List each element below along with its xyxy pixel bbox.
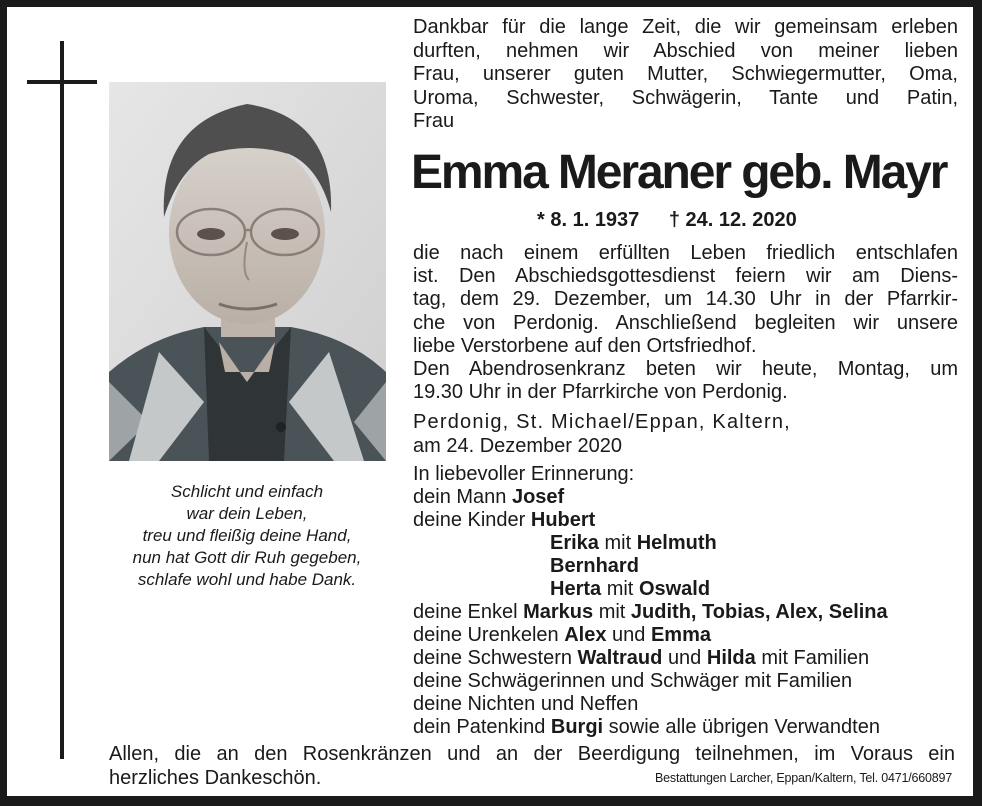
connector: und <box>667 647 702 669</box>
mourner-name: Waltraud <box>577 647 663 669</box>
mourner-name: Hubert <box>530 509 596 531</box>
thanks-line: Allen, die an den Rosenkränzen und an der Beerdigung teilnehmen, im Voraus ein <box>109 743 955 765</box>
poem-line: nun hat Gott dir Ruh gegeben, <box>132 548 362 567</box>
mourner-name: Josef <box>511 486 565 508</box>
portrait-photo <box>109 82 386 461</box>
date-line: am 24. Dezember 2020 <box>413 435 623 457</box>
connector: und <box>612 624 646 646</box>
life-dates <box>537 209 797 232</box>
mourner-name: Hilda <box>706 647 756 669</box>
service-line: die nach einem erfüllten Leben friedlich entschlafen <box>413 242 958 264</box>
memorial-poem <box>82 481 412 591</box>
place-date <box>413 410 958 458</box>
connector: mit <box>604 532 632 554</box>
mourner-husband <box>413 486 958 509</box>
cross-icon-horizontal <box>27 80 97 84</box>
cross-icon-vertical <box>60 41 64 759</box>
relation-label: dein Mann <box>413 486 507 508</box>
intro-line: Frau <box>413 110 455 132</box>
relation-label: dein Patenkind <box>413 716 546 738</box>
mourner-name: Oswald <box>638 578 711 600</box>
mourners-intro: In liebevoller Erinnerung: <box>413 463 635 485</box>
service-line: che von Perdonig. Anschließend begleiten wir unsere <box>413 311 958 334</box>
relation-label: deine Kinder <box>413 509 526 531</box>
death-date: † 24. 12. 2020 <box>668 209 797 231</box>
mourner-child <box>413 555 958 578</box>
service-line: liebe Verstorbene auf den Ortsfriedhof. <box>413 334 757 357</box>
mourner-child <box>413 578 958 601</box>
intro-text <box>413 16 958 134</box>
mourner-nieces: deine Nichten und Neffen <box>413 693 639 715</box>
mourner-grandchildren <box>413 601 958 624</box>
deceased-name: Emma Meraner geb. Mayr <box>411 146 947 199</box>
relation-suffix: mit Familien <box>761 647 870 669</box>
service-line: 19.30 Uhr in der Pfarrkirche von Perdonig. <box>413 381 788 404</box>
relation-label: deine Schwestern <box>413 647 572 669</box>
thanks-line: herzliches Dankeschön. <box>109 767 322 789</box>
place-line: Perdonig, St. Michael/Eppan, Kaltern, <box>413 411 791 433</box>
service-line: tag, dem 29. Dezember, um 14.30 Uhr in der Pfarrkir- <box>413 288 958 311</box>
poem-line: schlafe wohl und habe Dank. <box>137 570 357 589</box>
connector: mit <box>598 601 626 623</box>
mourner-sisters <box>413 647 958 670</box>
mourner-great-grandchildren <box>413 624 958 647</box>
mourner-name: Helmuth <box>636 532 717 554</box>
mourner-name: Markus <box>523 601 594 623</box>
mourners-list <box>413 463 958 739</box>
service-line: ist. Den Abschiedsgottesdienst feiern wir am Diens- <box>413 265 958 288</box>
mourner-children <box>413 509 958 532</box>
poem-line: Schlicht und einfach <box>170 482 324 501</box>
service-info <box>413 242 958 404</box>
intro-line: Uroma, Schwester, Schwägerin, Tante und Patin, <box>413 86 958 109</box>
connector: mit <box>606 578 634 600</box>
intro-line: durften, nehmen wir Abschied von meiner lieben <box>413 39 958 62</box>
mourner-name: Judith, Tobias, Alex, Selina <box>630 601 888 623</box>
undertaker-credit: Bestattungen Larcher, Eppan/Kaltern, Tel. 0471/660897 <box>655 771 953 785</box>
mourner-godchild <box>413 716 958 739</box>
intro-line: Dankbar für die lange Zeit, die wir gemeinsam erleben <box>413 16 958 38</box>
obituary-card <box>7 7 973 796</box>
relation-suffix: sowie alle übrigen Verwandten <box>608 716 880 738</box>
portrait-image <box>109 82 386 461</box>
poem-line: war dein Leben, <box>186 504 308 523</box>
relation-label: deine Urenkelen <box>413 624 559 646</box>
intro-line: Frau, unserer guten Mutter, Schwiegermutter, Oma, <box>413 63 958 85</box>
poem-line: treu und fleißig deine Hand, <box>142 526 352 545</box>
mourner-name: Burgi <box>550 716 604 738</box>
mourner-inlaws: deine Schwägerinnen und Schwäger mit Familien <box>413 670 853 692</box>
mourner-name: Erika <box>550 532 599 554</box>
mourner-name: Alex <box>564 624 607 646</box>
mourner-name: Bernhard <box>550 555 639 577</box>
service-line: Den Abendrosenkranz beten wir heute, Montag, um <box>413 358 958 381</box>
mourner-child <box>413 532 958 555</box>
birth-date: * 8. 1. 1937 <box>537 209 640 231</box>
mourner-name: Emma <box>650 624 711 646</box>
relation-label: deine Enkel <box>413 601 518 623</box>
mourner-name: Herta <box>550 578 602 600</box>
